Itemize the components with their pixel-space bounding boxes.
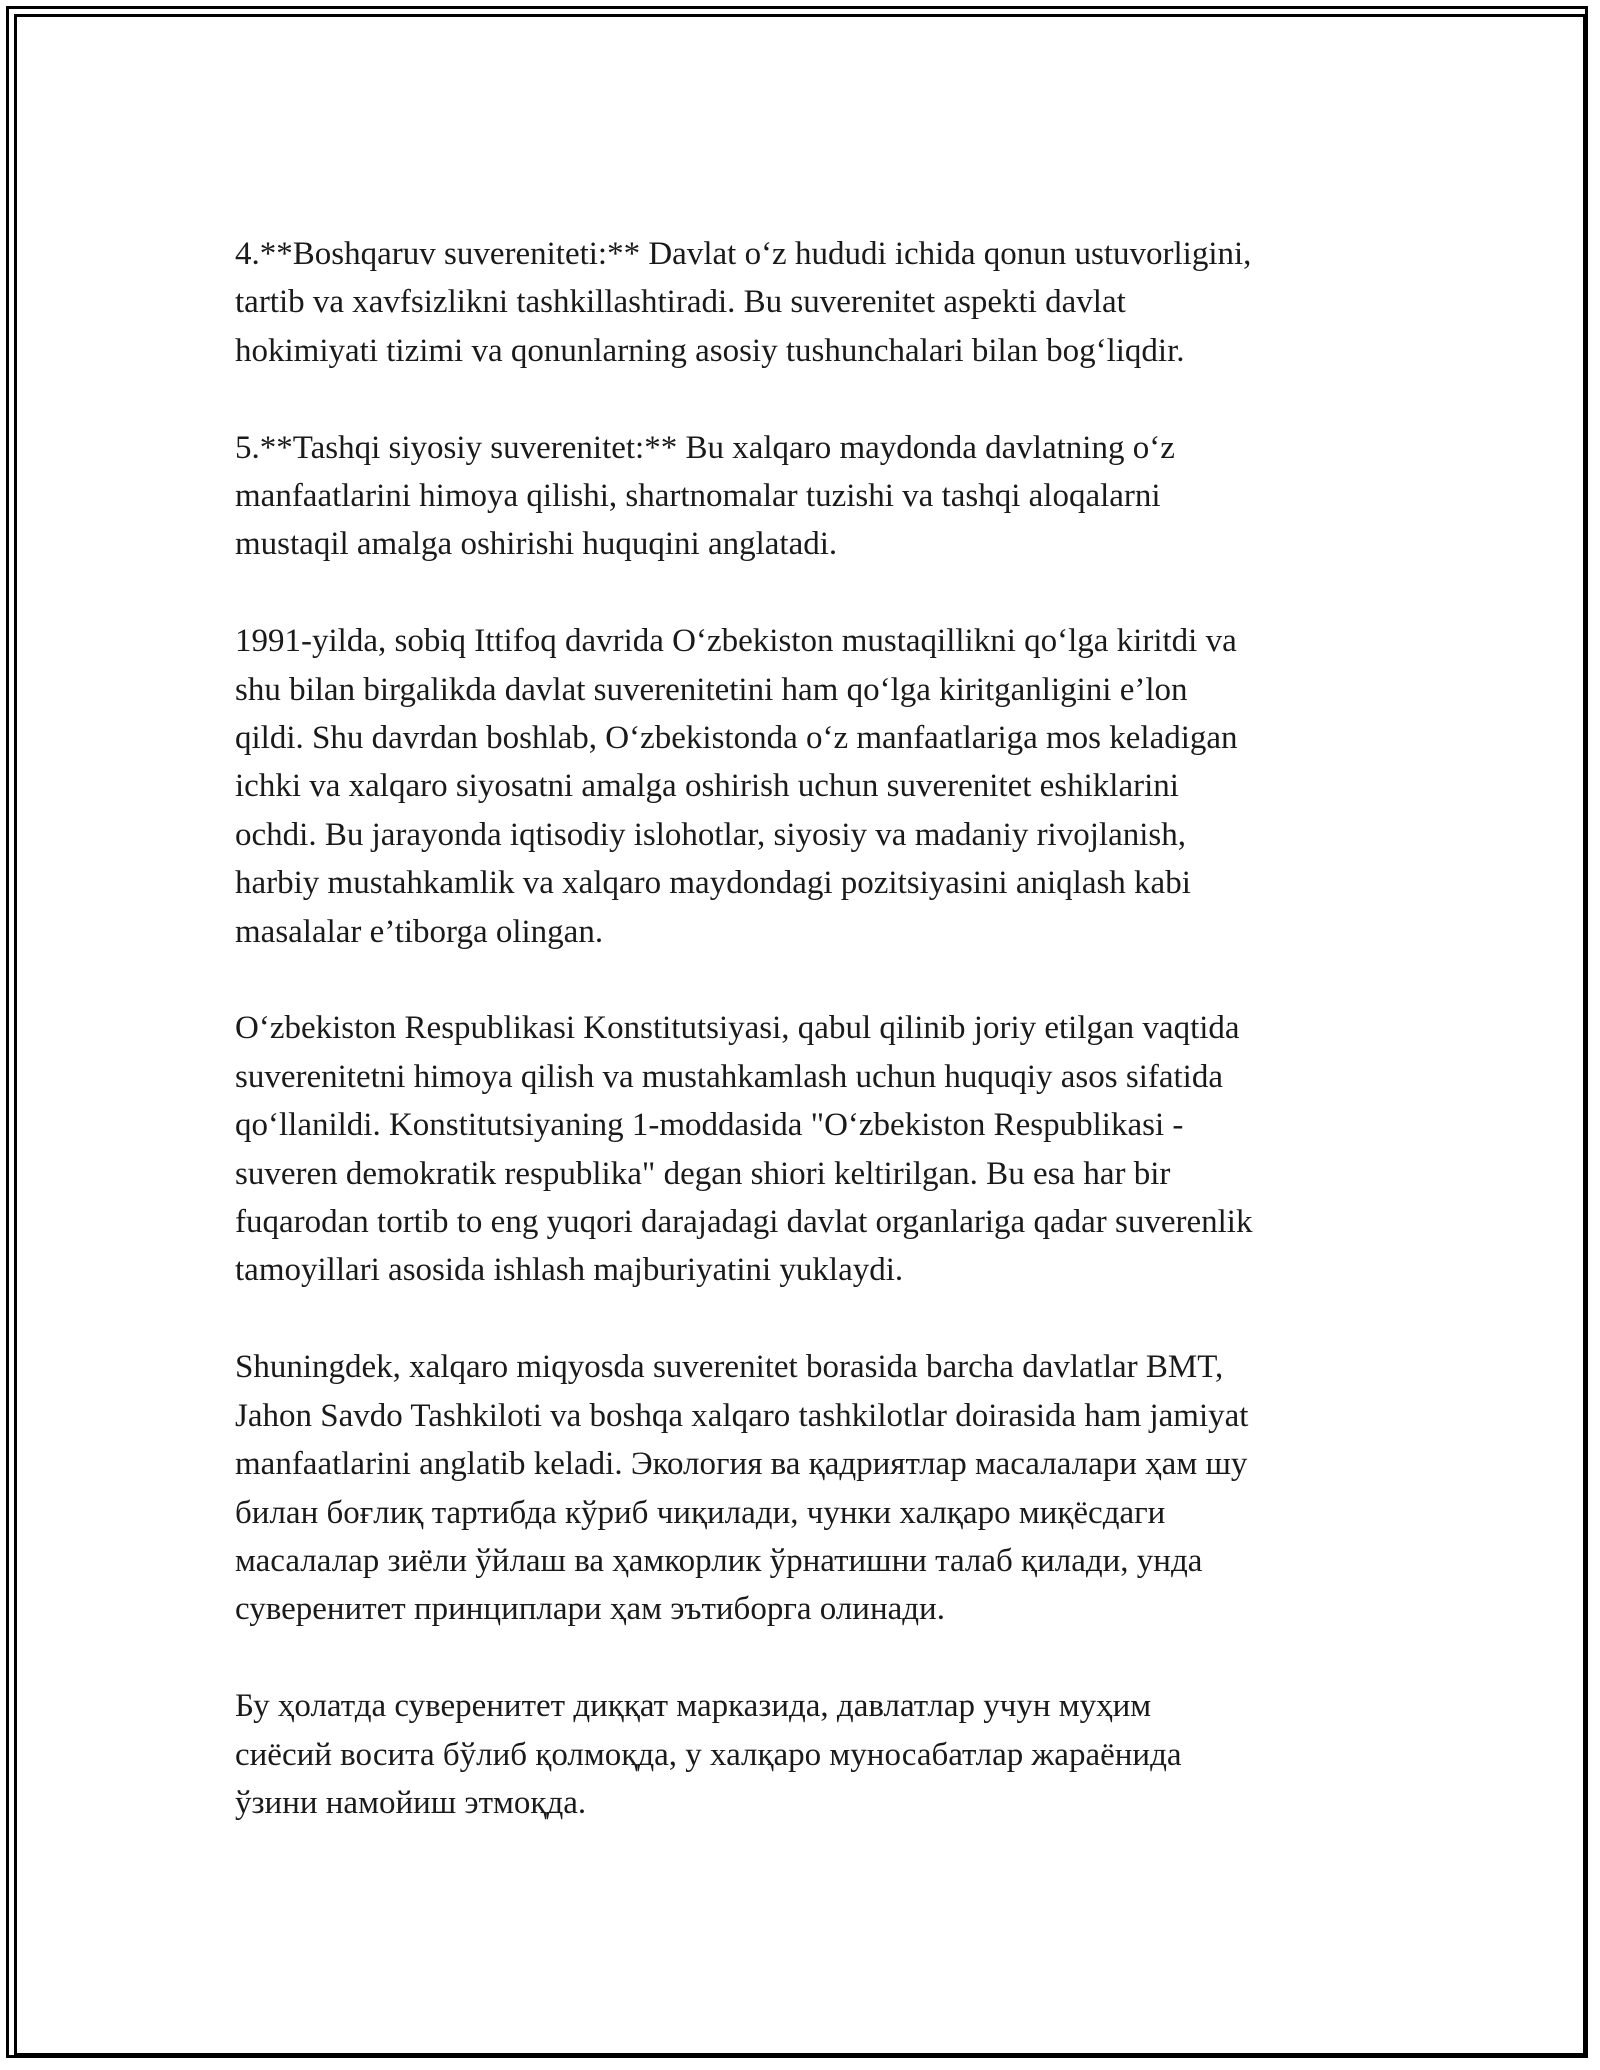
text-line: masalalar e’tiborga olingan. — [235, 913, 604, 950]
text-line: hokimiyati tizimi va qonunlarning asosiy tushunchalari bilan bogʻliqdir. — [235, 332, 1185, 369]
paragraph-conclusion — [235, 1682, 1385, 1827]
text-line: суверенитет принциплари ҳам эътиборга олинади. — [235, 1591, 945, 1628]
text-line: сиёсий восита бўлиб қолмоқда, у халқаро муносабатлар жараёнида — [235, 1736, 1182, 1773]
text-line: manfaatlarini anglatib keladi. Экология ва қадриятлар масалалари ҳам шу — [235, 1446, 1248, 1483]
text-line: suverenitetni himoya qilish va mustahkamlash uchun huquqiy asos sifatida — [235, 1058, 1224, 1095]
document-body — [235, 230, 1385, 1876]
text-line: 1991-yilda, sobiq Ittifoq davrida Oʻzbekiston mustaqillikni qoʻlga kiritdi va — [235, 623, 1237, 660]
text-line: ichki va xalqaro siyosatni amalga oshirish uchun suverenitet eshiklarini — [235, 768, 1179, 805]
text-line: tamoyillari asosida ishlash majburiyatini yuklaydi. — [235, 1252, 904, 1289]
text-line: Shuningdek, xalqaro miqyosda suverenitet borasida barcha davlatlar BMT, — [235, 1349, 1224, 1386]
text-line: билан боғлиқ тартибда кўриб чиқилади, чунки халқаро миқёсдаги — [235, 1494, 1166, 1531]
paragraph-constitution — [235, 1004, 1385, 1294]
text-line: fuqarodan tortib to eng yuqori darajadagi davlat organlariga qadar suverenlik — [235, 1204, 1253, 1241]
text-line: qoʻllanildi. Konstitutsiyaning 1-moddasida "Oʻzbekiston Respublikasi - — [235, 1107, 1184, 1144]
text-line: Jahon Savdo Tashkiloti va boshqa xalqaro tashkilotlar doirasida ham jamiyat — [235, 1397, 1249, 1434]
text-line: 4.**Boshqaruv suvereniteti:** Davlat oʻz hududi ichida qonun ustuvorligini, — [235, 236, 1252, 272]
paragraph-international — [235, 1343, 1385, 1633]
paragraph-1991-independence — [235, 617, 1385, 956]
text-line: ўзини намойиш этмоқда. — [235, 1784, 587, 1821]
text-line: Oʻzbekiston Respublikasi Konstitutsiyasi, qabul qilinib joriy etilgan vaqtida — [235, 1010, 1240, 1047]
text-line: qildi. Shu davrdan boshlab, Oʻzbekistonda oʻz manfaatlariga mos keladigan — [235, 720, 1238, 757]
text-line: tartib va xavfsizlikni tashkillashtiradi. Bu suverenitet aspekti davlat — [235, 284, 1126, 321]
text-line: manfaatlarini himoya qilishi, shartnomalar tuzishi va tashqi aloqalarni — [235, 478, 1161, 515]
text-line: shu bilan birgalikda davlat suverenitetini ham qoʻlga kiritganligini e’lon — [235, 671, 1188, 708]
paragraph-boshqaruv-suvereniteti — [235, 230, 1385, 375]
paragraph-tashqi-siyosiy-suverenitet — [235, 424, 1385, 569]
text-line: suveren demokratik respublika" degan shiori keltirilgan. Bu esa har bir — [235, 1155, 1171, 1192]
text-line: harbiy mustahkamlik va xalqaro maydondagi pozitsiyasini aniqlash kabi — [235, 865, 1191, 902]
text-line: mustaqil amalga oshirishi huquqini anglatadi. — [235, 526, 838, 563]
text-line: 5.**Tashqi siyosiy suverenitet:** Bu xalqaro maydonda davlatning oʻz — [235, 429, 1175, 466]
text-line: масалалар зиёли ўйлаш ва ҳамкорлик ўрнатишни талаб қилади, унда — [235, 1542, 1203, 1579]
text-line: ochdi. Bu jarayonda iqtisodiy islohotlar, siyosiy va madaniy rivojlanish, — [235, 816, 1186, 853]
text-line: Бу ҳолатда суверенитет диққат марказида, давлатлар учун муҳим — [235, 1688, 1152, 1725]
